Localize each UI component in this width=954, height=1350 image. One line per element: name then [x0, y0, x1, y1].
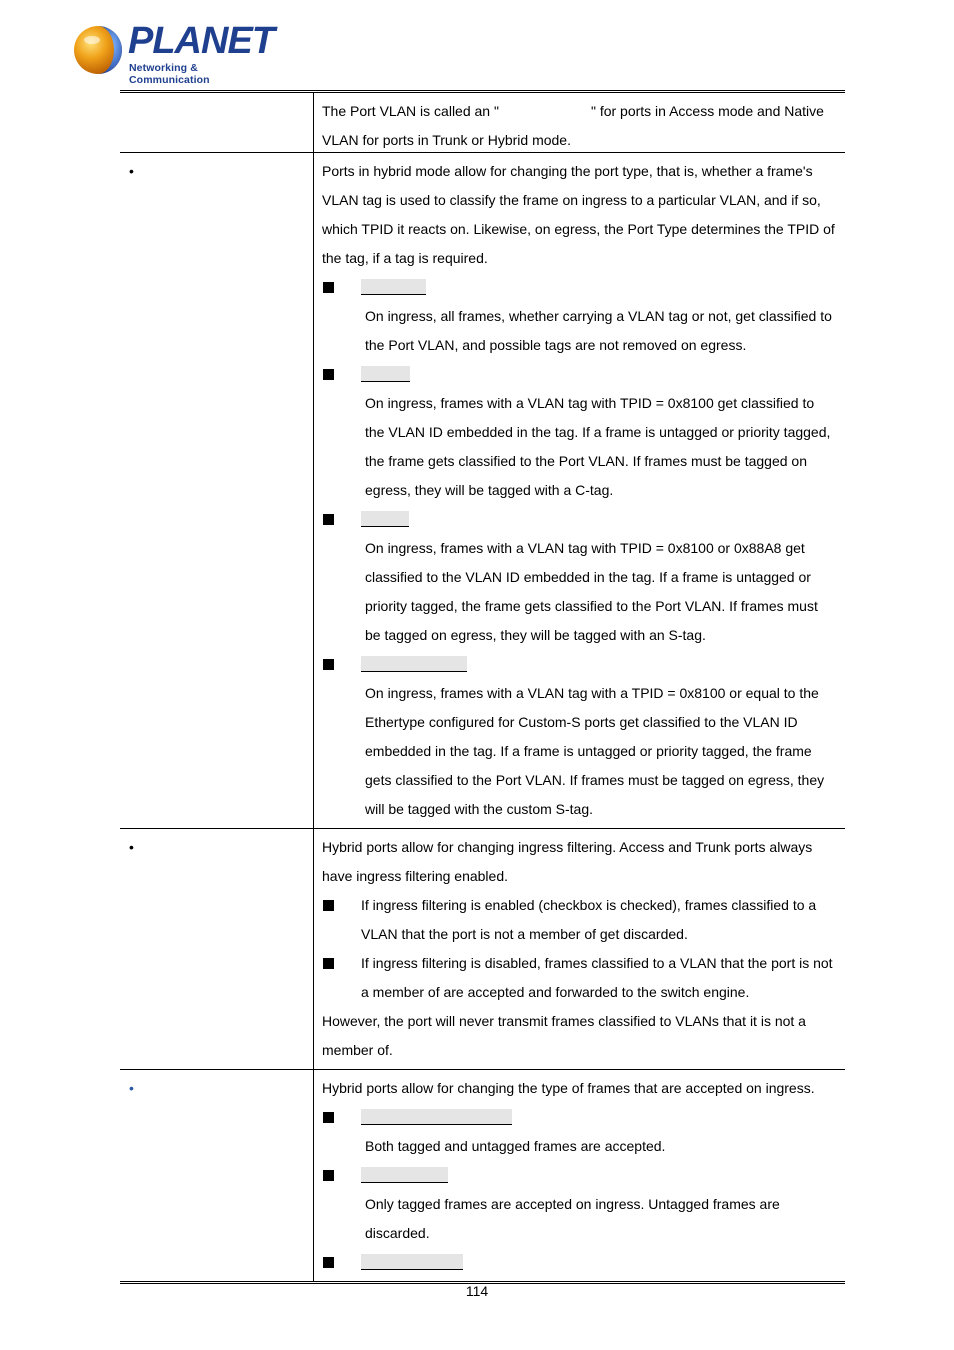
option-label: [361, 1167, 448, 1183]
table-row: [120, 153, 845, 829]
description-text: Ports in hybrid mode allow for changing the port type, that is, whether a frame's VLAN tag is used to classify the frame on ingress to a particular VLAN, and if so, which TPID it reacts on. Likewise, on egress, the Port Type determines the TPID of the tag, if a tag is required.: [322, 163, 835, 266]
text-segment: " for ports in Access mode and Native: [590, 103, 824, 119]
square-bullet-icon: [323, 1112, 334, 1123]
description-line: VLAN for ports in Trunk or Hybrid mode.: [322, 132, 571, 148]
option-label: [361, 366, 410, 382]
square-bullet-icon: [323, 282, 334, 293]
parameter-cell: [120, 1070, 314, 1281]
option-label: [361, 1109, 512, 1125]
option-description: On ingress, frames with a VLAN tag with TPID = 0x8100 get classified to the VLAN ID embedded in the tag. If a frame is untagged or priority tagged, the frame gets classified to the Port VLAN. If frames must be tagged on egress, they will be tagged with a C-tag.: [365, 395, 831, 498]
parameter-cell: [120, 153, 314, 828]
square-bullet-icon: [323, 1170, 334, 1181]
list-item: [322, 273, 837, 360]
square-bullet-icon: [323, 1257, 334, 1268]
brand-name: PLANET: [128, 20, 274, 62]
brand-tagline: Networking & Communication: [129, 62, 210, 86]
description-text: However, the port will never transmit frames classified to VLANs that it is not a member of.: [322, 1013, 806, 1058]
option-label: [361, 279, 426, 295]
page-number: 114: [465, 1283, 489, 1299]
list-item-text: If ingress filtering is enabled (checkbox is checked), frames classified to a VLAN that the port is not a member of get discarded.: [361, 897, 817, 942]
option-description: On ingress, frames with a VLAN tag with TPID = 0x8100 or 0x88A8 get classified to the VLAN ID embedded in the tag. If a frame is untagged or priority tagged, the frame gets classified to the Port VLAN. If frames must be tagged on egress, they will be tagged with an S-tag.: [365, 540, 818, 643]
planet-logo: [72, 20, 274, 86]
description-cell: [314, 153, 845, 828]
text-segment: The Port VLAN is called an ": [322, 103, 499, 119]
option-description: On ingress, all frames, whether carrying a VLAN tag or not, get classified to the Port VLAN, and possible tags are not removed on egress.: [365, 308, 832, 353]
globe-logo-icon: [72, 24, 124, 76]
option-label: [361, 1254, 463, 1270]
square-bullet-icon: [323, 659, 334, 670]
table-row: [120, 1070, 845, 1284]
list-item: [322, 949, 837, 1007]
bullet-dot: •: [129, 163, 134, 179]
list-item: [322, 360, 837, 505]
list-item: [322, 505, 837, 650]
description-cell: [314, 1070, 845, 1281]
list-item-text: If ingress filtering is disabled, frames classified to a VLAN that the port is not a member of are accepted and forwarded to the switch engine.: [361, 955, 833, 1000]
table-row: [120, 829, 845, 1070]
description-line: [322, 97, 837, 126]
parameter-cell: [120, 93, 314, 152]
table-row: [120, 93, 845, 153]
list-item: [322, 1103, 837, 1161]
square-bullet-icon: [323, 900, 334, 911]
list-item: [322, 650, 837, 824]
list-item: [322, 891, 837, 949]
option-description: Both tagged and untagged frames are accepted.: [365, 1138, 666, 1154]
square-bullet-icon: [323, 369, 334, 380]
parameter-table: [120, 90, 845, 1284]
option-description: On ingress, frames with a VLAN tag with a TPID = 0x8100 or equal to the Ethertype configured for Custom-S ports get classified to the VLAN ID embedded in the tag. If a frame is untagged or priority tagged, the frame gets classified to the Port VLAN. If frames must be tagged on egress, they will be tagged with the custom S-tag.: [365, 685, 825, 817]
square-bullet-icon: [323, 514, 334, 525]
square-bullet-icon: [323, 958, 334, 969]
description-cell: [314, 93, 845, 152]
bullet-dot: •: [129, 839, 134, 855]
description-cell: [314, 829, 845, 1069]
bullet-dot: •: [129, 1080, 134, 1096]
parameter-cell: [120, 829, 314, 1069]
list-item: [322, 1161, 837, 1248]
option-label: [361, 656, 467, 672]
option-label: [361, 511, 409, 527]
description-text: Hybrid ports allow for changing the type of frames that are accepted on ingress.: [322, 1080, 815, 1096]
option-description: Only tagged frames are accepted on ingress. Untagged frames are discarded.: [365, 1196, 780, 1241]
list-item: [322, 1248, 837, 1277]
description-text: Hybrid ports allow for changing ingress filtering. Access and Trunk ports always have ingress filtering enabled.: [322, 839, 813, 884]
